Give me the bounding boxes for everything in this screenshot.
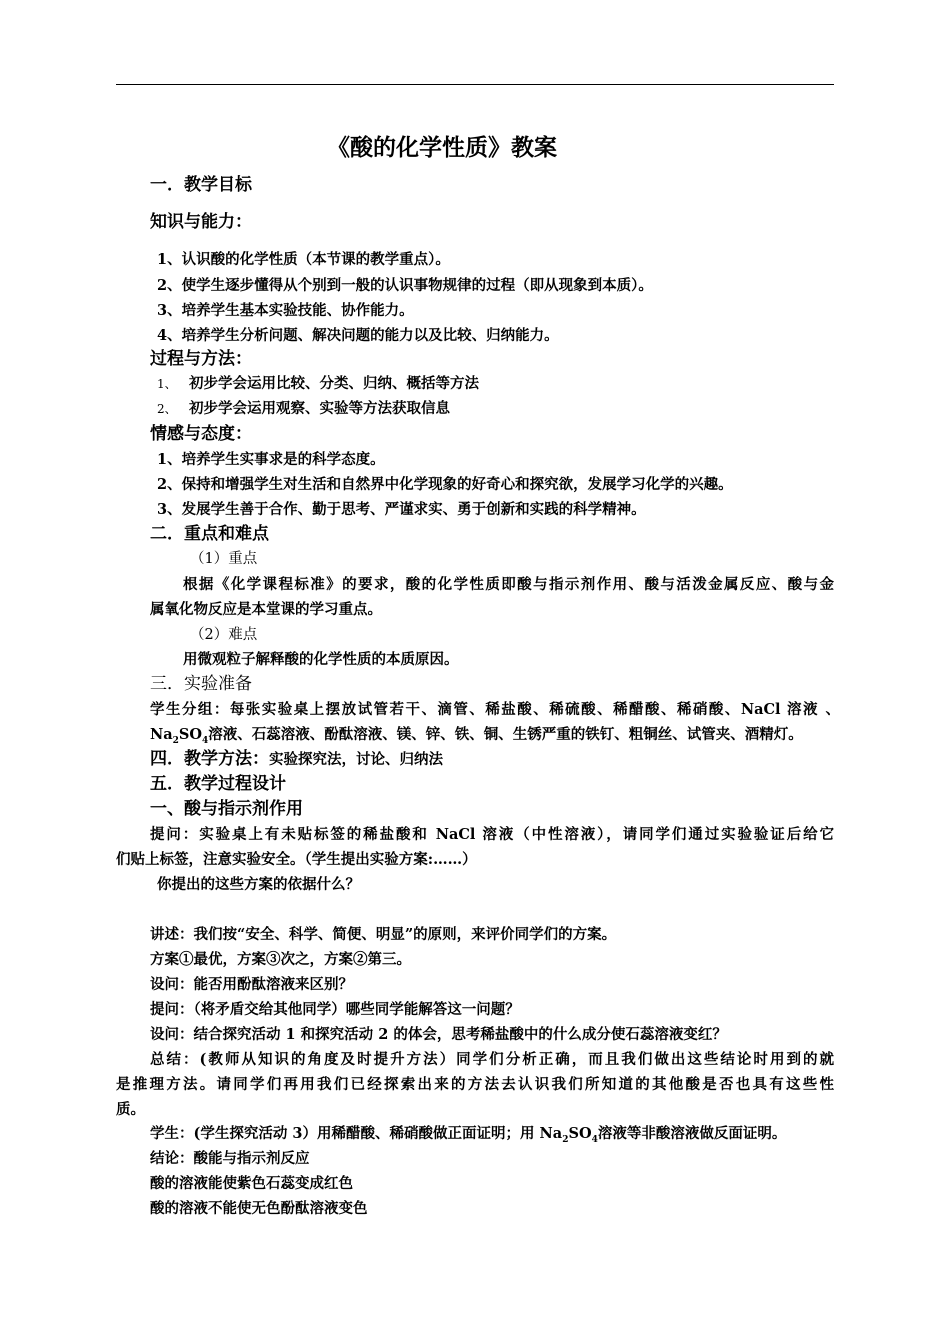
process-2-number: 2、 bbox=[157, 402, 177, 416]
heading-knowledge: 知识与能力： bbox=[150, 212, 252, 232]
conclusion-1: 酸的溶液能使紫色石蕊变成红色 bbox=[150, 1175, 353, 1192]
objective-2: 2、使学生逐步懂得从个别到一般的认识事物规律的过程（即从现象到本质）。 bbox=[157, 277, 653, 294]
conclusion: 结论：酸能与指示剂反应 bbox=[150, 1150, 310, 1167]
part-indicator: 一、酸与指示剂作用 bbox=[150, 799, 303, 819]
student-activity-c: 溶液等非酸溶液做反面证明。 bbox=[597, 1125, 787, 1142]
methods-text: 实验探究法，讨论、归纳法 bbox=[269, 751, 443, 768]
student-activity-b: SO bbox=[568, 1125, 592, 1142]
section-objectives: 一．教学目标 bbox=[150, 175, 252, 195]
preparation-text-2-rest: 溶液、石蕊溶液、酚酞溶液、镁、锌、铁、铜、生锈严重的铁钉、粗铜丝、试管夹、酒精灯。 bbox=[208, 726, 803, 743]
emotion-1: 1、培养学生实事求是的科学态度。 bbox=[157, 451, 385, 468]
preparation-text-2 bbox=[150, 725, 803, 751]
formula-na: Na bbox=[150, 726, 173, 743]
student-activity bbox=[150, 1124, 786, 1150]
process-1: 初步学会运用比较、分类、归纳、概括等方法 bbox=[189, 375, 479, 392]
subscript: 4 bbox=[591, 1134, 598, 1145]
ask-1: 设问：能否用酚酞溶液来区别？ bbox=[150, 976, 353, 993]
ask-3: 设问：结合探究活动 1 和探究活动 2 的体会，思考稀盐酸中的什么成分使石蕊溶液变红？ bbox=[150, 1026, 727, 1043]
objective-1: 1、认识酸的化学性质（本节课的教学重点）。 bbox=[157, 251, 450, 268]
key-point-text-2: 属氧化物反应是本堂课的学习重点。 bbox=[150, 601, 382, 618]
process-2: 初步学会运用观察、实验等方法获取信息 bbox=[189, 400, 450, 417]
preparation-text-1: 学生分组：每张实验桌上摆放试管若干、滴管、稀盐酸、稀硫酸、稀醋酸、稀硝酸、NaCl 溶液 、 bbox=[150, 701, 840, 718]
objective-4: 4、培养学生分析问题、解决问题的能力以及比较、归纳能力。 bbox=[157, 327, 559, 344]
subscript: 4 bbox=[202, 735, 209, 746]
header-rule bbox=[116, 84, 834, 85]
emotion-3: 3、发展学生善于合作、勤于思考、严谨求实、勇于创新和实践的科学精神。 bbox=[157, 501, 646, 518]
section-methods-line bbox=[150, 749, 443, 770]
formula-so: SO bbox=[178, 726, 203, 743]
objective-3: 3、培养学生基本实验技能、协作能力。 bbox=[157, 302, 414, 319]
difficulty-text: 用微观粒子解释酸的化学性质的本质原因。 bbox=[183, 651, 459, 668]
student-activity-a: 学生：(学生探究活动 3）用稀醋酸、稀硝酸做正面证明；用 Na bbox=[150, 1125, 563, 1142]
question-2: 你提出的这些方案的依据什么？ bbox=[157, 876, 360, 893]
narration: 讲述：我们按“安全、科学、简便、明显”的原则，来评价同学们的方案。 bbox=[150, 926, 617, 943]
process-1-number: 1、 bbox=[157, 377, 177, 391]
key-point-text-1: 根据《化学课程标准》的要求，酸的化学性质即酸与指示剂作用、酸与活泼金属反应、酸与金 bbox=[183, 576, 834, 593]
section-methods: 四．教学方法： bbox=[150, 749, 269, 769]
subscript: 2 bbox=[562, 1134, 569, 1145]
summary-line-1: 总结：(教师从知识的角度及时提升方法）同学们分析正确，而且我们做出这些结论时用到的就 bbox=[150, 1051, 834, 1068]
ask-2: 提问：（将矛盾交给其他同学）哪些同学能解答这一问题？ bbox=[150, 1001, 520, 1018]
heading-process: 过程与方法： bbox=[150, 349, 252, 369]
page-title: 《酸的化学性质》教案 bbox=[327, 135, 557, 161]
section-preparation: 三．实验准备 bbox=[150, 674, 252, 694]
conclusion-2: 酸的溶液不能使无色酚酞溶液变色 bbox=[150, 1200, 368, 1217]
question-1-line-1: 提问：实验桌上有未贴标签的稀盐酸和 NaCl 溶液（中性溶液），请同学们通过实验验证后给它 bbox=[150, 826, 834, 843]
difficulty-label: （2）难点 bbox=[190, 627, 258, 643]
heading-emotion: 情感与态度： bbox=[150, 424, 252, 444]
summary-line-2: 是推理方法。请同学们再用我们已经探索出来的方法去认识我们所知道的其他酸是否也具有这些性 bbox=[116, 1076, 834, 1093]
question-1-line-2: 们贴上标签，注意实验安全。（学生提出实验方案:……） bbox=[116, 851, 477, 868]
emotion-2: 2、保持和增强学生对生活和自然界中化学现象的好奇心和探究欲，发展学习化学的兴趣。 bbox=[157, 476, 733, 493]
section-key-points: 二．重点和难点 bbox=[150, 524, 269, 544]
section-process-design: 五．教学过程设计 bbox=[150, 774, 286, 794]
summary-line-3: 质。 bbox=[116, 1101, 145, 1118]
key-point-label: （1）重点 bbox=[190, 551, 258, 567]
plan-ranking: 方案①最优，方案③次之，方案②第三。 bbox=[150, 951, 411, 968]
subscript: 2 bbox=[172, 735, 179, 746]
